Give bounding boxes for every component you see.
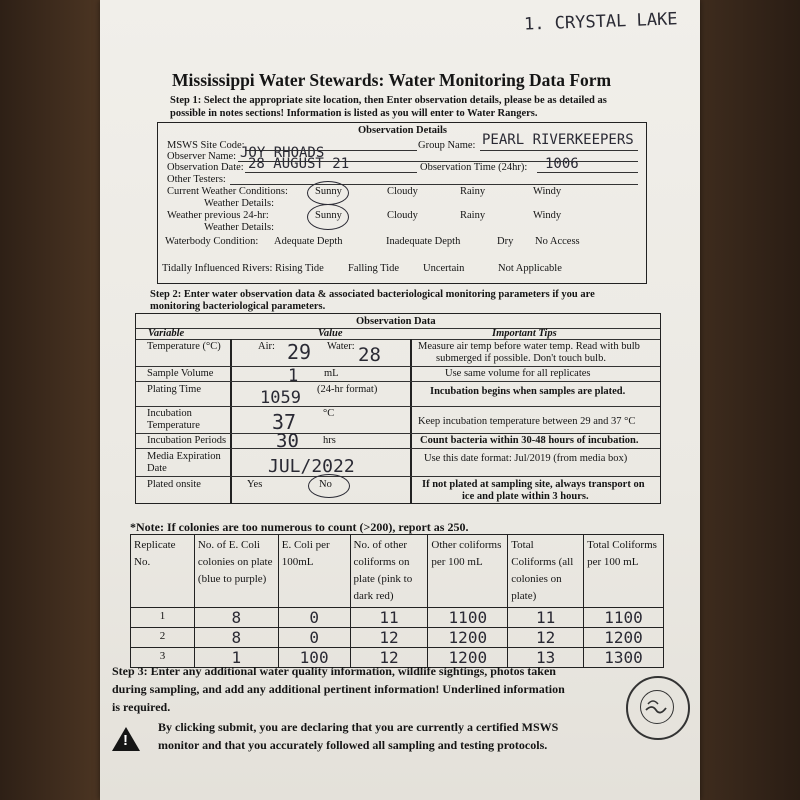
prev-weather-label: Weather previous 24-hr: — [167, 210, 269, 221]
tip-plating-time: Incubation begins when samples are plated. — [430, 386, 626, 397]
header-other-per-100: Other coliforms per 100 mL — [428, 535, 508, 608]
plating-time-unit: (24-hr format) — [317, 384, 378, 395]
sunny-selected-circle — [307, 181, 349, 205]
tidal-label: Tidally Influenced Rivers: Rising Tide — [162, 263, 324, 274]
replicate-table — [130, 534, 664, 668]
water-stewards-seal-icon — [626, 676, 690, 740]
col-tips: Important Tips — [492, 328, 557, 339]
weather-option-windy[interactable]: Windy — [533, 186, 562, 197]
form-title: Mississippi Water Stewards: Water Monitoring Data Form — [172, 70, 612, 90]
observation-time-value[interactable]: 1006 — [545, 156, 579, 172]
weather-option-cloudy[interactable]: Cloudy — [387, 186, 418, 197]
other-colonies-cell[interactable]: 11 — [350, 608, 428, 628]
incubation-period-value[interactable]: 30 — [276, 430, 299, 452]
no-selected-circle — [308, 474, 350, 498]
observation-details-heading: Observation Details — [358, 125, 447, 136]
observation-data-heading: Observation Data — [356, 316, 436, 327]
var-temperature: Temperature (°C) — [147, 341, 221, 352]
tip-temperature-2: submerged if possible. Don't touch bulb. — [436, 353, 606, 364]
ecoli-colonies-cell[interactable]: 1 — [194, 648, 278, 668]
prev-weather-option-cloudy[interactable]: Cloudy — [387, 210, 418, 221]
replicate-no: 3 — [131, 648, 195, 668]
header-other-colonies: No. of other coliforms on plate (pink to dark red) — [350, 535, 428, 608]
tidal-option-falling[interactable]: Falling Tide — [348, 263, 400, 274]
prev-weather-option-sunny[interactable]: Sunny — [315, 210, 342, 221]
declaration-line2: monitor and that you accurately followed all sampling and testing protocols. — [158, 738, 548, 752]
tip-plated-onsite-2: ice and plate within 3 hours. — [462, 491, 589, 502]
header-total-colonies: Total Coliforms (all colonies on plate) — [508, 535, 584, 608]
var-plated-onsite: Plated onsite — [147, 479, 201, 490]
var-plating-time: Plating Time — [147, 384, 201, 395]
prev-weather-option-rainy[interactable]: Rainy — [460, 210, 486, 221]
prev-weather-details-label: Weather Details: — [204, 222, 274, 233]
step3-line1: Step 3: Enter any additional water quality information, wildlife sightings, photos taken — [112, 664, 556, 678]
total-colonies-cell[interactable]: 13 — [508, 648, 584, 668]
tip-plated-onsite-1: If not plated at sampling site, always transport on — [422, 479, 645, 490]
col-value: Value — [318, 328, 343, 339]
data-form-sheet — [100, 0, 700, 800]
air-temp-value[interactable]: 29 — [287, 340, 312, 364]
incubation-temp-value[interactable]: 37 — [272, 410, 297, 434]
observer-name-value[interactable]: JOY RHOADS — [240, 145, 325, 161]
waterbody-option-adequate[interactable]: Adequate Depth — [274, 236, 343, 247]
tip-sample-volume: Use same volume for all replicates — [445, 368, 591, 379]
ecoli-colonies-cell[interactable]: 8 — [194, 608, 278, 628]
incubation-temp-unit: °C — [323, 408, 335, 419]
declaration-line1: By clicking submit, you are declaring that you are currently a certified MSWS — [158, 720, 559, 734]
weather-option-sunny[interactable]: Sunny — [315, 186, 342, 197]
step1-line2: possible in notes sections! Information is listed as you will enter to Water Rangers. — [170, 108, 538, 119]
replicate-no: 2 — [131, 628, 195, 648]
tip-incubation-temperature: Keep incubation temperature between 29 and 37 °C — [418, 416, 636, 427]
other-per-100-cell[interactable]: 1200 — [428, 628, 508, 648]
other-colonies-cell[interactable]: 12 — [350, 648, 428, 668]
plating-time-value[interactable]: 1059 — [260, 388, 301, 408]
corner-note: 1. CRYSTAL LAKE — [523, 9, 678, 35]
air-label: Air: — [258, 341, 275, 352]
sample-volume-value[interactable]: 1 — [288, 366, 299, 386]
var-incubation-temperature: Incubation Temperature — [147, 408, 200, 431]
water-temp-value[interactable]: 28 — [358, 344, 381, 366]
tidal-option-not-applicable[interactable]: Not Applicable — [498, 263, 562, 274]
replicate-no: 1 — [131, 608, 195, 628]
group-name-value[interactable]: PEARL RIVERKEEPERS — [482, 132, 634, 148]
ecoli-per-100-cell[interactable]: 0 — [278, 628, 350, 648]
group-name-label: Group Name: — [418, 140, 476, 151]
warning-icon: ! — [112, 727, 140, 751]
other-per-100-cell[interactable]: 1100 — [428, 608, 508, 628]
step1-line1: Step 1: Select the appropriate site location, then Enter observation details, please be as detailed as — [170, 95, 607, 106]
total-colonies-cell[interactable]: 11 — [508, 608, 584, 628]
ecoli-colonies-cell[interactable]: 8 — [194, 628, 278, 648]
var-sample-volume: Sample Volume — [147, 368, 214, 379]
incubation-period-unit: hrs — [323, 435, 336, 446]
tip-incubation-periods: Count bacteria within 30-48 hours of incubation. — [420, 435, 639, 446]
col-variable: Variable — [148, 328, 185, 339]
total-per-100-cell[interactable]: 1300 — [584, 648, 664, 668]
tip-temperature-1: Measure air temp before water temp. Read with bulb — [418, 341, 640, 352]
current-weather-label: Current Weather Conditions: — [167, 186, 288, 197]
other-colonies-cell[interactable]: 12 — [350, 628, 428, 648]
prev-weather-option-windy[interactable]: Windy — [533, 210, 562, 221]
replicate-header-row — [131, 535, 664, 608]
waterbody-condition-label: Waterbody Condition: — [165, 236, 259, 247]
table-row — [131, 608, 664, 628]
step3-line3: is required. — [112, 700, 171, 714]
media-expiration-value[interactable]: JUL/2022 — [268, 456, 355, 477]
step2-line2: monitoring bacteriological parameters. — [150, 301, 326, 312]
prev-sunny-selected-circle — [307, 204, 349, 230]
step3-line2: during sampling, and add any additional pertinent information! Underlined information — [112, 682, 565, 696]
site-code-label: MSWS Site Code: — [167, 140, 245, 151]
seal-wave-mark — [626, 676, 686, 736]
header-ecoli-per-100: E. Coli per 100mL — [278, 535, 350, 608]
waterbody-option-dry[interactable]: Dry — [497, 236, 514, 247]
total-per-100-cell[interactable]: 1200 — [584, 628, 664, 648]
plated-yes-option[interactable]: Yes — [247, 479, 263, 490]
table-row — [131, 628, 664, 648]
waterbody-option-no-access[interactable]: No Access — [535, 236, 580, 247]
waterbody-option-inadequate[interactable]: Inadequate Depth — [386, 236, 461, 247]
other-testers-label: Other Testers: — [167, 174, 226, 185]
total-per-100-cell[interactable]: 1100 — [584, 608, 664, 628]
other-testers-field[interactable] — [230, 184, 638, 185]
ecoli-per-100-cell[interactable]: 100 — [278, 648, 350, 668]
header-replicate: Replicate No. — [131, 535, 195, 608]
ecoli-per-100-cell[interactable]: 0 — [278, 608, 350, 628]
weather-details-label: Weather Details: — [204, 198, 274, 209]
var-incubation-periods: Incubation Periods — [147, 435, 227, 446]
weather-option-rainy[interactable]: Rainy — [460, 186, 486, 197]
tidal-option-uncertain[interactable]: Uncertain — [423, 263, 465, 274]
colonies-note: *Note: If colonies are too numerous to count (>200), report as 250. — [130, 520, 469, 534]
observer-name-label: Observer Name: — [167, 151, 237, 162]
tip-media-expiration: Use this date format: Jul/2019 (from media box) — [424, 453, 628, 464]
total-colonies-cell[interactable]: 12 — [508, 628, 584, 648]
water-label: Water: — [327, 341, 355, 352]
step2-line1: Step 2: Enter water observation data & associated bacteriological monitoring parameters if you are — [150, 289, 595, 300]
other-per-100-cell[interactable]: 1200 — [428, 648, 508, 668]
plated-no-option[interactable]: No — [319, 479, 332, 490]
header-total-per-100: Total Coliforms per 100 mL — [584, 535, 664, 608]
observation-time-label: Observation Time (24hr): — [420, 162, 528, 173]
observation-date-label: Observation Date: — [167, 162, 244, 173]
sample-volume-unit: mL — [324, 368, 339, 379]
observation-date-value[interactable]: 28 AUGUST 21 — [248, 156, 350, 172]
var-media-expiration: Media Expiration Date — [147, 451, 221, 474]
header-ecoli-colonies: No. of E. Coli colonies on plate (blue to purple) — [194, 535, 278, 608]
